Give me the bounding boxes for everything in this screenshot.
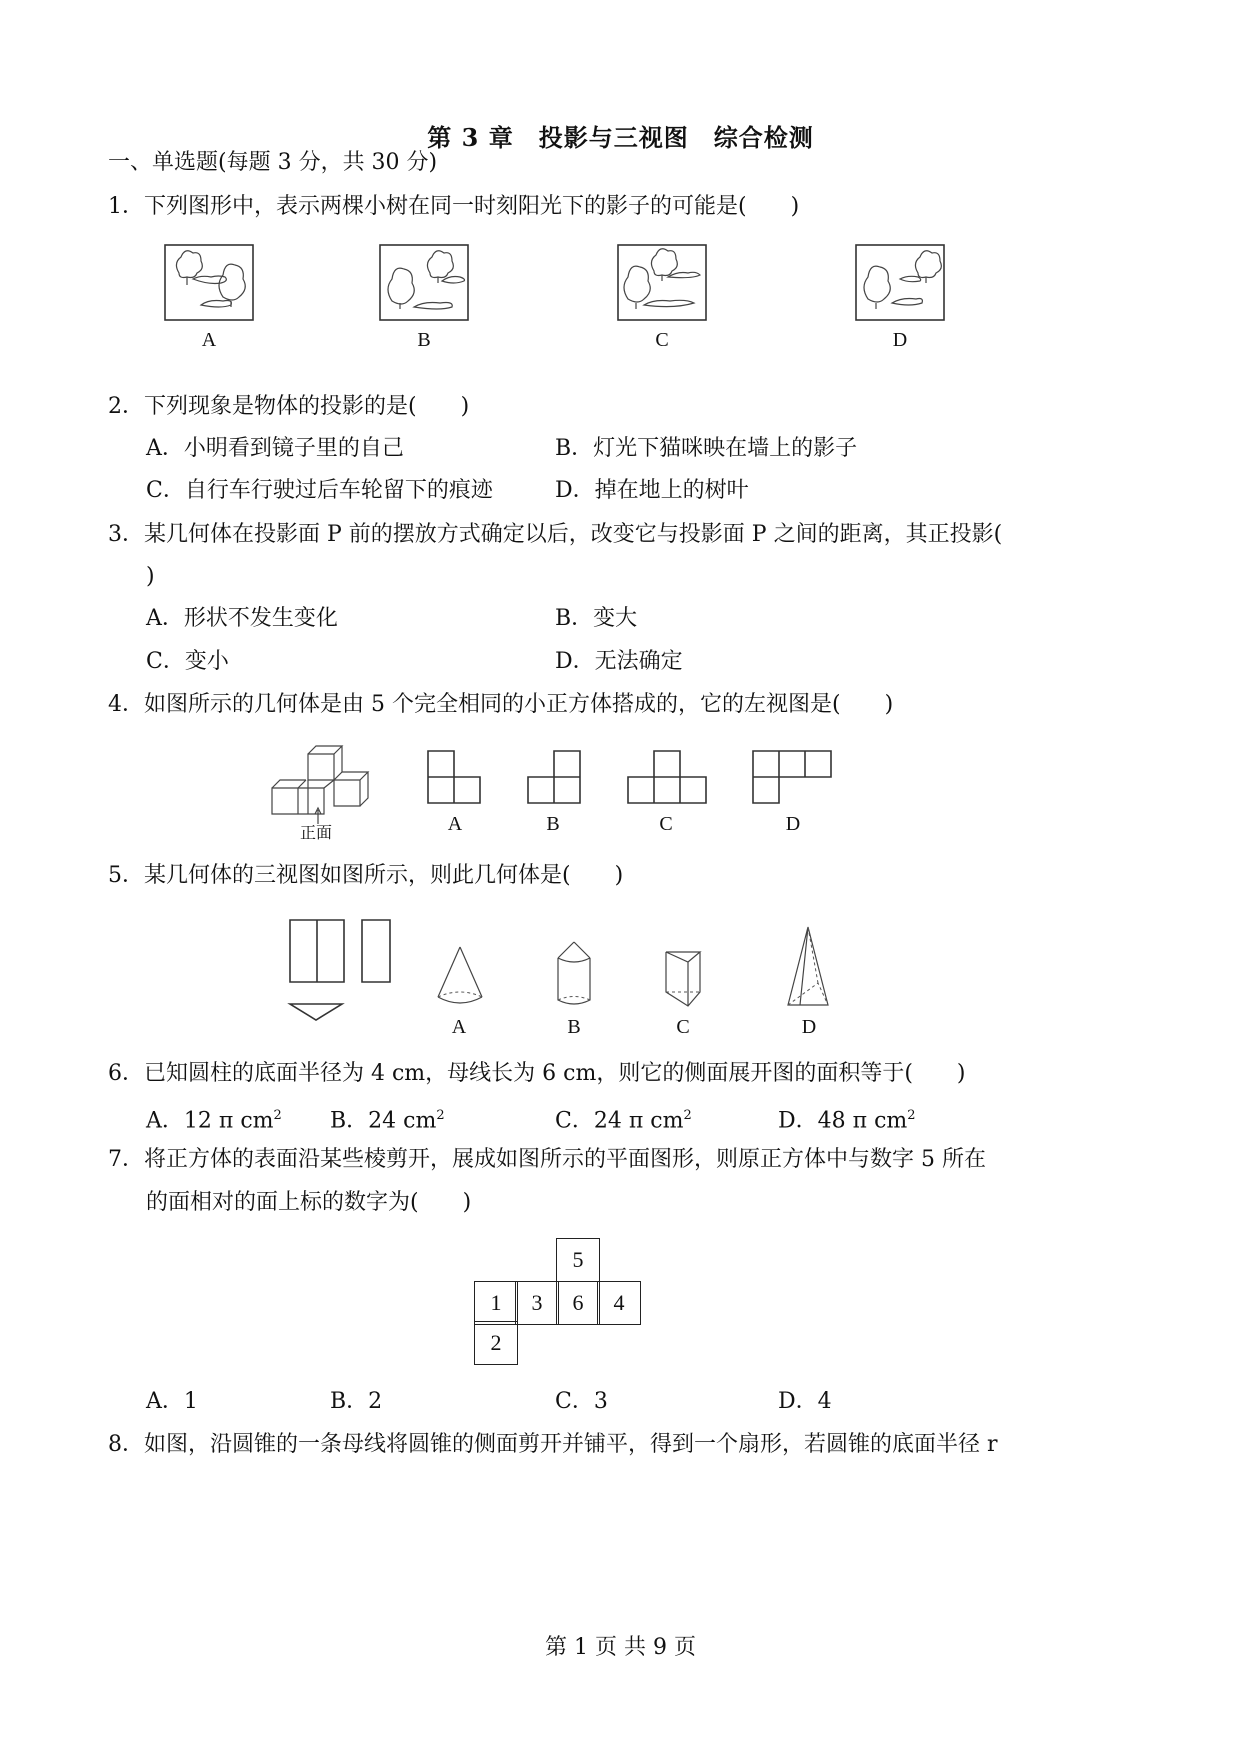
cylinder-cone-option-b [554,940,594,1010]
q1-label-c: C [655,329,669,351]
page-title: 第 3 章 投影与三视图 综合检测 [427,123,814,152]
question-5-text: 5．某几何体的三视图如图所示，则此几何体是( ) [108,863,624,888]
q7-option-d: D．4 [778,1389,832,1414]
three-view-drawing [288,918,394,1024]
tree-shadow-figure-b [380,245,470,321]
question-6-text: 6．已知圆柱的底面半径为 4 cm，母线长为 6 cm，则它的侧面展开图的面积等于( ) [108,1061,966,1086]
question-3-text-cont: ) [146,564,155,589]
q4-label-b: B [546,813,560,835]
q3-option-d: D．无法确定 [555,649,683,674]
q1-label-b: B [417,329,431,351]
q3-option-a: A．形状不发生变化 [146,606,338,631]
left-view-option-a [427,750,483,806]
q7-option-c: C．3 [555,1389,608,1414]
q2-option-c: C．自行车行驶过后车轮留下的痕迹 [146,478,493,503]
pyramid-option-d [786,925,832,1011]
cone-option-a [436,945,486,1009]
section-heading: 一、单选题(每题 3 分，共 30 分) [108,150,438,175]
q5-label-a: A [451,1016,467,1038]
net-cell-3: 3 [515,1281,559,1325]
q1-label-a: A [201,329,217,351]
left-view-option-c [627,750,711,806]
question-3-text: 3．某几何体在投影面 P 前的摆放方式确定以后，改变它与投影面 P 之间的距离，其正投影( [108,522,1003,547]
q5-label-b: B [567,1016,581,1038]
q7-option-a: A．1 [146,1389,198,1414]
q7-option-b: B．2 [330,1389,383,1414]
left-view-option-b [527,750,583,806]
q1-label-d: D [892,329,908,351]
prism-option-c [664,946,704,1010]
question-7-text-cont: 的面相对的面上标的数字为( ) [146,1190,472,1215]
q5-label-c: C [676,1016,690,1038]
q2-option-b: B．灯光下猫咪映在墙上的影子 [555,436,858,461]
net-cell-4: 4 [597,1281,641,1325]
question-7-text: 7．将正方体的表面沿某些棱剪开，展成如图所示的平面图形，则原正方体中与数字 5 所在 [108,1147,986,1172]
q2-option-d: D．掉在地上的树叶 [555,478,749,503]
q4-label-a: A [447,813,463,835]
question-4-text: 4．如图所示的几何体是由 5 个完全相同的小正方体搭成的，它的左视图是( ) [108,692,894,717]
net-cell-6: 6 [556,1281,600,1325]
question-2-text: 2．下列现象是物体的投影的是( ) [108,394,470,419]
q3-option-c: C．变小 [146,649,229,674]
q3-option-b: B．变大 [555,606,638,631]
q6-option-b: B．24 $cm^2$ [330,1108,445,1134]
question-8-text: 8．如图，沿圆锥的一条母线将圆锥的侧面剪开并铺平，得到一个扇形，若圆锥的底面半径 r [108,1432,998,1457]
q6-option-a: A．12 π $cm^2$ [146,1108,282,1134]
page-footer: 第 1 页 共 9 页 [545,1635,696,1660]
net-cell-2: 2 [474,1321,518,1365]
net-cell-5: 5 [556,1238,600,1282]
q2-option-a: A．小明看到镜子里的自己 [146,436,404,461]
tree-shadow-figure-d [856,245,946,321]
front-label: 正面 [300,823,333,842]
q4-label-c: C [659,813,673,835]
q6-option-d: D．48 π $cm^2$ [778,1108,916,1134]
tree-shadow-figure-c [618,245,708,321]
left-view-option-d [752,750,836,806]
q5-label-d: D [801,1016,817,1038]
tree-shadow-figure-a [165,245,255,321]
q4-label-d: D [785,813,801,835]
question-1-text: 1．下列图形中，表示两棵小树在同一时刻阳光下的影子的可能是( ) [108,194,800,219]
net-cell-1: 1 [474,1281,518,1325]
q6-option-c: C．24 π $cm^2$ [555,1108,692,1134]
